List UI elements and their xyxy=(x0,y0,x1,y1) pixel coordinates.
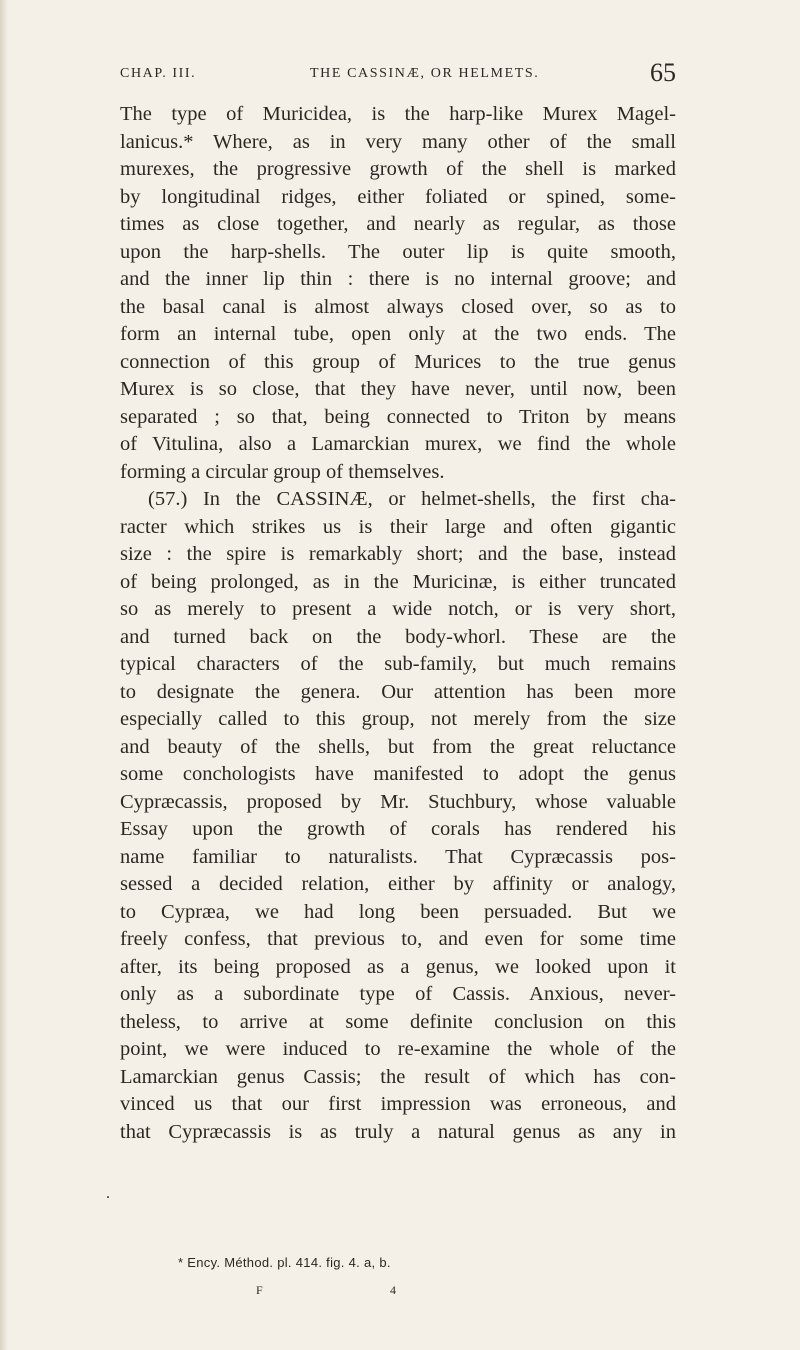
text-line: form an internal tube, open only at the two ends. The xyxy=(120,323,676,345)
body-text xyxy=(120,101,676,1146)
signature-mark: 4 xyxy=(390,1283,396,1297)
text-line: and beauty of the shells, but from the great reluctance xyxy=(120,735,676,758)
text-line: vinced us that our first impression was erroneous, and xyxy=(120,1093,676,1115)
text-line: lanicus.* Where, as in very many other of the small xyxy=(120,130,676,153)
page-number: 65 xyxy=(650,58,676,87)
text-line: forming a circular group of themselves. xyxy=(120,460,445,483)
text-line: the basal canal is almost always closed over, so as to xyxy=(120,295,676,318)
text-line: separated ; so that, being connected to Triton by means xyxy=(120,405,676,428)
page-gutter-shadow xyxy=(0,0,8,1350)
text-line: Lamarckian genus Cassis; the result of which has con- xyxy=(120,1065,676,1088)
chapter-label: CHAP. III. xyxy=(120,66,197,81)
text-line: (57.) In the CASSINÆ, or helmet-shells, the first cha- xyxy=(148,488,676,510)
text-line: Cypræcassis, proposed by Mr. Stuchbury, whose valuable xyxy=(120,790,676,813)
text-line: freely confess, that previous to, and even for some time xyxy=(120,928,676,950)
text-line: sessed a decided relation, either by affinity or analogy, xyxy=(120,873,676,895)
running-title: THE CASSINÆ, OR HELMETS. xyxy=(310,66,540,81)
text-line: and turned back on the body-whorl. These are the xyxy=(120,625,676,648)
text-line: some conchologists have manifested to adopt the genus xyxy=(120,763,676,785)
text-line: murexes, the progressive growth of the shell is marked xyxy=(120,158,676,180)
text-line: Murex is so close, that they have never, until now, been xyxy=(120,378,676,400)
text-line: after, its being proposed as a genus, we looked upon it xyxy=(120,955,676,978)
text-line: The type of Muricidea, is the harp-like Murex Magel- xyxy=(120,103,676,125)
text-line: Essay upon the growth of corals has rendered his xyxy=(120,818,676,840)
text-line: to Cypræa, we had long been persuaded. But we xyxy=(120,900,676,923)
text-line: times as close together, and nearly as regular, as those xyxy=(120,213,676,235)
text-line: and the inner lip thin : there is no internal groove; and xyxy=(120,268,676,290)
text-line: so as merely to present a wide notch, or is very short, xyxy=(120,598,676,620)
text-line: of being prolonged, as in the Muricinæ, is either truncated xyxy=(120,570,676,593)
text-line: that Cypræcassis is as truly a natural genus as any in xyxy=(120,1120,676,1143)
text-line: name familiar to naturalists. That Cypræcassis pos- xyxy=(120,845,676,868)
text-line: size : the spire is remarkably short; and the base, instead xyxy=(120,543,676,565)
text-line: racter which strikes us is their large and often gigantic xyxy=(120,515,676,538)
printer-signature: F xyxy=(256,1283,263,1297)
text-line: connection of this group of Murices to the true genus xyxy=(120,350,676,373)
text-line: typical characters of the sub-family, but much remains xyxy=(120,653,676,675)
text-line: only as a subordinate type of Cassis. Anxious, never- xyxy=(120,983,676,1005)
text-line: of Vitulina, also a Lamarckian murex, we find the whole xyxy=(120,433,676,455)
text-line: upon the harp-shells. The outer lip is quite smooth, xyxy=(120,240,676,263)
footnote: * Ency. Méthod. pl. 414. fig. 4. a, b. xyxy=(178,1255,391,1270)
text-line: theless, to arrive at some definite conclusion on this xyxy=(120,1010,676,1033)
running-header xyxy=(118,58,676,88)
text-line: by longitudinal ridges, either foliated or spined, some- xyxy=(120,185,676,208)
text-line: point, we were induced to re-examine the whole of the xyxy=(120,1038,676,1060)
text-line: to designate the genera. Our attention has been more xyxy=(120,680,676,703)
text-line: especially called to this group, not merely from the size xyxy=(120,708,676,730)
margin-mark: . xyxy=(106,1185,110,1202)
